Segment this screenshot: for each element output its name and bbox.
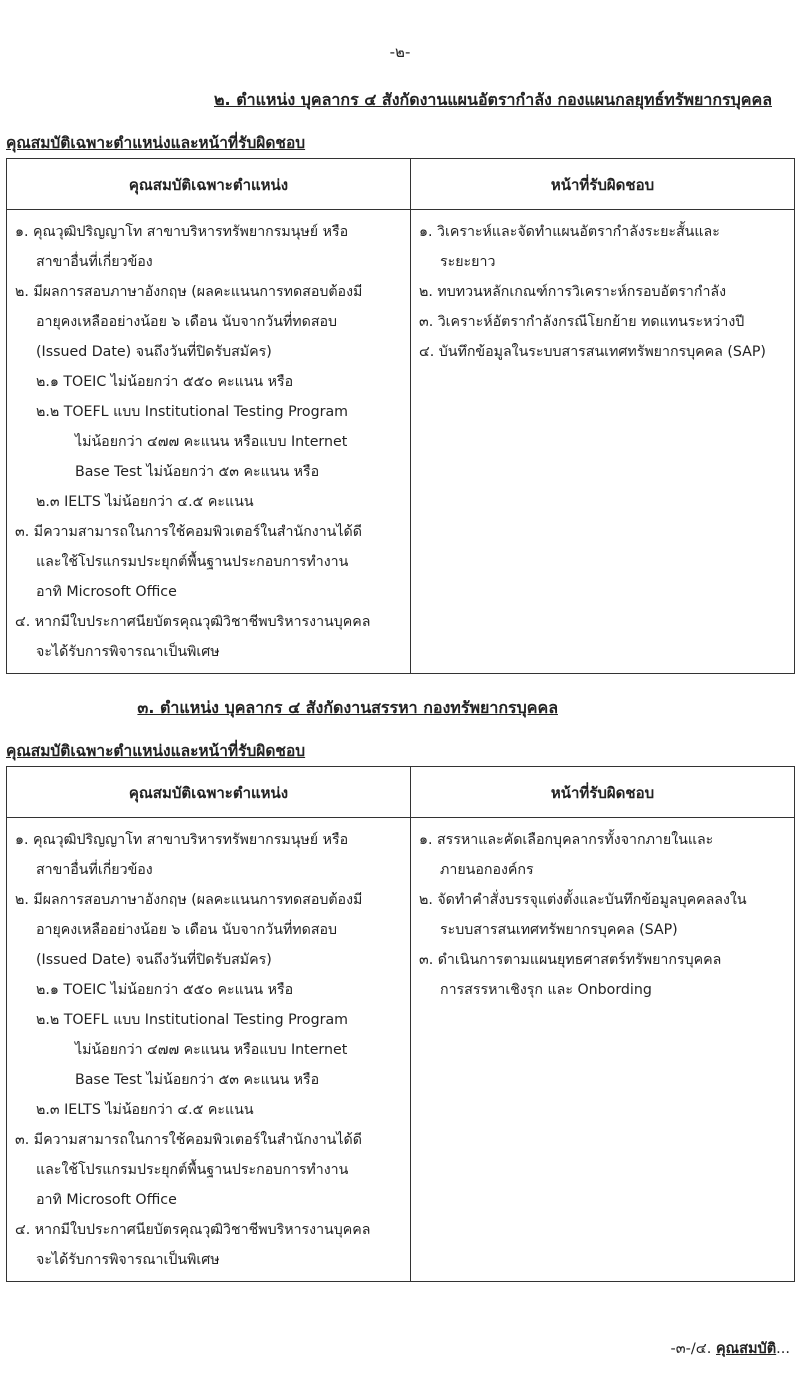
qualification-line: ๒.๒ TOEFL แบบ Institutional Testing Program (36, 1012, 348, 1028)
qualification-line: อาทิ Microsoft Office (36, 584, 177, 600)
qualifications-cell (7, 210, 411, 674)
qualification-line: Base Test ไม่น้อยกว่า ๕๓ คะแนน หรือ (75, 464, 320, 480)
responsibilities-header: หน้าที่รับผิดชอบ (411, 767, 795, 818)
responsibility-line: ระยะยาว (440, 254, 496, 270)
qualification-line: (Issued Date) จนถึงวันที่ปิดรับสมัคร) (36, 952, 272, 968)
qualification-line: ๒.๒ TOEFL แบบ Institutional Testing Program (36, 404, 348, 420)
section-2-subheading: คุณสมบัติเฉพาะตำแหน่งและหน้าที่รับผิดชอบ (6, 134, 306, 152)
responsibility-line: ระบบสารสนเทศทรัพยากรบุคคล (SAP) (440, 922, 678, 938)
qualification-line: ๒.๑ TOEIC ไม่น้อยกว่า ๕๕๐ คะแนน หรือ (36, 982, 294, 998)
responsibilities-cell (411, 210, 795, 674)
qualification-line: ไม่น้อยกว่า ๔๗๗ คะแนน หรือแบบ Internet (75, 434, 348, 450)
qualification-line: จะได้รับการพิจารณาเป็นพิเศษ (36, 1252, 220, 1268)
qualification-line: สาขาอื่นที่เกี่ยวข้อง (36, 254, 153, 270)
responsibilities-header: หน้าที่รับผิดชอบ (411, 159, 795, 210)
table-header-row (7, 159, 795, 210)
qualification-line: ๑. คุณวุฒิปริญญาโท สาขาบริหารทรัพยากรมนุษย์ หรือ (15, 224, 349, 240)
qualification-line: ๔. หากมีใบประกาศนียบัตรคุณวุฒิวิชาชีพบริหารงานบุคคล (15, 1222, 371, 1238)
responsibilities-cell (411, 818, 795, 1282)
qualification-line: (Issued Date) จนถึงวันที่ปิดรับสมัคร) (36, 344, 272, 360)
table-header-row (7, 767, 795, 818)
responsibility-line: ๒. ทบทวนหลักเกณฑ์การวิเคราะห์กรอบอัตรากำลัง (419, 284, 727, 300)
responsibility-line: ๑. สรรหาและคัดเลือกบุคลากรทั้งจากภายในและ (419, 832, 714, 848)
responsibility-line: ๑. วิเคราะห์และจัดทำแผนอัตรากำลังระยะสั้นและ (419, 224, 720, 240)
qualification-line: ไม่น้อยกว่า ๔๗๗ คะแนน หรือแบบ Internet (75, 1042, 348, 1058)
qualification-line: ๑. คุณวุฒิปริญญาโท สาขาบริหารทรัพยากรมนุษย์ หรือ (15, 832, 349, 848)
footer-suffix: ... (776, 1341, 790, 1357)
qualification-line: ๒.๓ IELTS ไม่น้อยกว่า ๔.๕ คะแนน (36, 1102, 254, 1118)
page-number: -๒- (389, 43, 411, 61)
qualification-line: อายุคงเหลืออย่างน้อย ๖ เดือน นับจากวันที่ทดสอบ (36, 922, 338, 938)
qualification-line: อาทิ Microsoft Office (36, 1192, 177, 1208)
section-3-subheading: คุณสมบัติเฉพาะตำแหน่งและหน้าที่รับผิดชอบ (6, 742, 306, 760)
section-3-heading: ๓. ตำแหน่ง บุคลากร ๔ สังกัดงานสรรหา กองทรัพยากรบุคคล (137, 698, 558, 717)
qualification-line: ๒.๓ IELTS ไม่น้อยกว่า ๔.๕ คะแนน (36, 494, 254, 510)
qualification-line: Base Test ไม่น้อยกว่า ๕๓ คะแนน หรือ (75, 1072, 320, 1088)
section-2-table (6, 158, 795, 674)
qualification-line: และใช้โปรแกรมประยุกต์พื้นฐานประกอบการทำงาน (36, 1162, 349, 1178)
qualifications-header: คุณสมบัติเฉพาะตำแหน่ง (7, 159, 411, 210)
responsibility-line: ๒. จัดทำคำสั่งบรรจุแต่งตั้งและบันทึกข้อมูลบุคคลลงใน (419, 892, 747, 908)
qualification-line: ๒.๑ TOEIC ไม่น้อยกว่า ๕๕๐ คะแนน หรือ (36, 374, 294, 390)
responsibility-line: ๔. บันทึกข้อมูลในระบบสารสนเทศทรัพยากรบุคคล (SAP) (419, 344, 766, 360)
qualification-line: และใช้โปรแกรมประยุกต์พื้นฐานประกอบการทำงาน (36, 554, 349, 570)
qualification-line: สาขาอื่นที่เกี่ยวข้อง (36, 862, 153, 878)
responsibility-line: ภายนอกองค์กร (440, 862, 534, 878)
qualification-line: อายุคงเหลืออย่างน้อย ๖ เดือน นับจากวันที่ทดสอบ (36, 314, 338, 330)
responsibility-line: ๓. วิเคราะห์อัตรากำลังกรณีโยกย้าย ทดแทนระหว่างปี (419, 314, 745, 330)
qualification-line: ๓. มีความสามารถในการใช้คอมพิวเตอร์ในสำนักงานได้ดี (15, 524, 362, 540)
qualifications-cell (7, 818, 411, 1282)
continuation-footer (671, 1337, 790, 1360)
qualification-line: ๔. หากมีใบประกาศนียบัตรคุณวุฒิวิชาชีพบริหารงานบุคคล (15, 614, 371, 630)
responsibility-line: ๓. ดำเนินการตามแผนยุทธศาสตร์ทรัพยากรบุคคล (419, 952, 722, 968)
qualification-line: ๓. มีความสามารถในการใช้คอมพิวเตอร์ในสำนักงานได้ดี (15, 1132, 362, 1148)
qualification-line: จะได้รับการพิจารณาเป็นพิเศษ (36, 644, 220, 660)
qualifications-header: คุณสมบัติเฉพาะตำแหน่ง (7, 767, 411, 818)
table-row (7, 818, 795, 1282)
responsibility-line: การสรรหาเชิงรุก และ Onbording (440, 982, 652, 998)
table-row (7, 210, 795, 674)
qualification-line: ๒. มีผลการสอบภาษาอังกฤษ (ผลคะแนนการทดสอบต้องมี (15, 284, 363, 300)
footer-underlined: คุณสมบัติ (715, 1341, 777, 1357)
footer-prefix: -๓-/๔. (670, 1341, 712, 1357)
section-3-table (6, 766, 795, 1282)
section-2-heading: ๒. ตำแหน่ง บุคลากร ๔ สังกัดงานแผนอัตรากำลัง กองแผนกลยุทธ์ทรัพยากรบุคคล (214, 90, 772, 109)
qualification-line: ๒. มีผลการสอบภาษาอังกฤษ (ผลคะแนนการทดสอบต้องมี (15, 892, 363, 908)
